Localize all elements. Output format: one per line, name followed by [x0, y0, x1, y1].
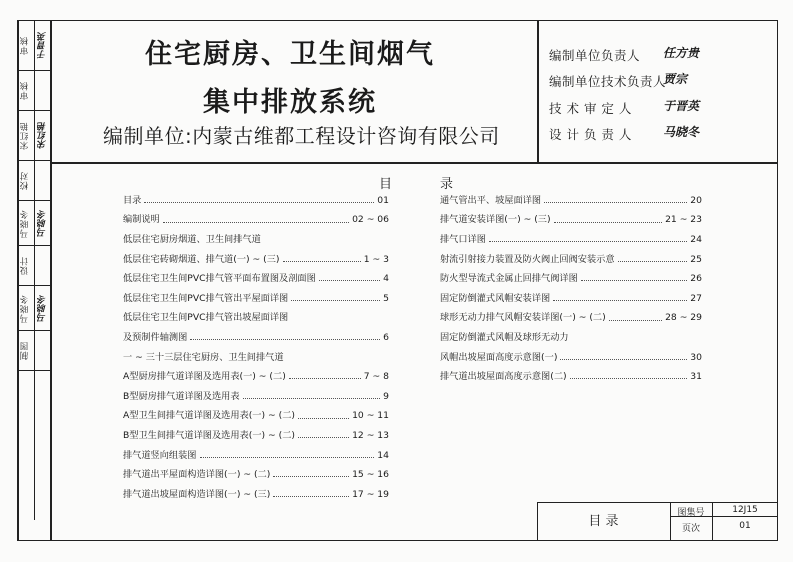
role-signature: 任方贵: [663, 46, 700, 60]
sidebar-signature: 马晓冬: [38, 210, 48, 237]
sidebar-signature: 马晓冬: [38, 295, 48, 322]
toc-entry: [440, 271, 702, 283]
toc-entry-page: 9: [383, 390, 389, 402]
toc-entry: [123, 409, 389, 421]
toc-leader-dots: [291, 300, 380, 301]
toc-entry: [440, 252, 702, 264]
toc-entry-title: 排气口详图: [440, 233, 486, 245]
page-number-label: 页次: [681, 524, 700, 534]
toc-entry-title: A型厨房排气道详图及选用表(一) ~ (二): [123, 371, 286, 383]
titleblock-top: [537, 502, 778, 503]
toc-leader-dots: [243, 398, 381, 399]
toc-entry-page: 20: [690, 194, 702, 206]
sidebar-cell-divider: [17, 70, 50, 71]
toc-leader-dots: [273, 476, 349, 477]
toc-entry: [440, 213, 702, 225]
toc-entry-title: 射流引射接力装置及防火阀止回阀安装示意: [440, 253, 615, 265]
toc-entry: [440, 232, 702, 244]
toc-entry: [440, 291, 702, 303]
page-title-line1: 住宅厨房、卫生间烟气: [145, 39, 435, 70]
toc-leader-dots: [319, 280, 380, 281]
role-signature: 马晓冬: [663, 125, 700, 139]
toc-entry: [440, 193, 702, 205]
toc-entry: [123, 193, 389, 205]
toc-entry-title: 一 ~ 三十三层住宅厨房、卫生间排气道: [123, 351, 284, 363]
atlas-number-label: 图集号: [677, 508, 705, 518]
toc-leader-dots: [190, 339, 380, 340]
toc-entry-title: 排气道出平屋面构造详图(一) ~ (二): [123, 469, 271, 481]
toc-leader-dots: [144, 202, 374, 203]
page-number: 01: [739, 521, 751, 531]
toc-entry-title: 排气道出坡屋面构造详图(一) ~ (三): [123, 488, 271, 500]
toc-entry: [123, 428, 389, 440]
toc-entry-page: 01: [377, 194, 389, 206]
role-label: 技 术 审 定 人: [549, 101, 632, 116]
toc-leader-dots: [560, 359, 687, 360]
header-divider: [50, 162, 778, 164]
sidebar-cell-divider: [17, 245, 50, 246]
toc-entry: [123, 252, 389, 264]
toc-entry: [123, 389, 389, 401]
toc-entry-title: 低层住宅卫生间PVC排气管出坡屋面详图: [123, 312, 289, 324]
sidebar-cell-divider: [17, 200, 50, 201]
toc-leader-dots: [200, 457, 375, 458]
sidebar-label: 设计: [20, 256, 30, 276]
role-signature: 贾宗: [663, 72, 688, 86]
toc-entry: [440, 330, 702, 342]
toc-entry-title: 编制说明: [123, 214, 160, 226]
sidebar-cell-divider: [17, 110, 50, 111]
toc-entry: [123, 271, 389, 283]
toc-entry-title: 排气道安装详图(一) ~ (三): [440, 214, 551, 226]
toc-entry-title: 防火型导流式金属止回排气阀详图: [440, 273, 578, 285]
titleblock-name: 目 录: [588, 514, 619, 529]
toc-entry-title: 球形无动力排气风帽安装详图(一) ~ (二): [440, 312, 606, 324]
sidebar-cell-divider: [17, 370, 50, 371]
toc-heading-right: 录: [440, 177, 454, 192]
toc-entry: [123, 350, 389, 362]
role-label: 设 计 负 责 人: [549, 127, 632, 142]
toc-entry-title: 低层住宅卫生间PVC排气管出平屋面详图: [123, 292, 289, 304]
toc-entry-page: 26: [690, 273, 702, 285]
toc-entry-page: 31: [690, 371, 702, 383]
role-label: 编制单位负责人: [549, 48, 641, 63]
toc-entry-title: 低层住宅卫生间PVC排气管平面布置图及剖面图: [123, 273, 316, 285]
toc-entry: [123, 487, 389, 499]
sidebar-label: 宋红艳: [20, 121, 30, 151]
toc-entry: [123, 311, 389, 323]
toc-leader-dots: [609, 320, 662, 321]
toc-entry-title: 排气道出坡屋面高度示意图(二): [440, 371, 567, 383]
toc-entry-page: 14: [377, 449, 389, 461]
toc-heading-left: 目: [379, 177, 393, 192]
toc-entry-title: 低层住宅砖砌烟道、排气道(一) ~ (三): [123, 253, 280, 265]
toc-entry-page: 1 ~ 3: [363, 253, 389, 265]
header-vertical-divider: [537, 20, 539, 162]
toc-leader-dots: [283, 261, 361, 262]
toc-leader-dots: [553, 300, 687, 301]
toc-entry-title: 及预制件轴测图: [123, 331, 188, 343]
toc-entry-page: 27: [690, 292, 702, 304]
toc-entry-title: 固定防倒灌式风帽及球形无动力: [440, 331, 569, 343]
toc-leader-dots: [273, 496, 349, 497]
sidebar-cell-divider: [17, 330, 50, 331]
toc-entry: [123, 213, 389, 225]
toc-leader-dots: [544, 202, 687, 203]
sidebar-label: 审核: [20, 36, 30, 56]
toc-entry-page: 30: [690, 351, 702, 363]
toc-entry-page: 12 ~ 13: [352, 429, 389, 441]
toc-entry-page: 25: [690, 253, 702, 265]
toc-leader-dots: [581, 280, 687, 281]
toc-entry: [123, 369, 389, 381]
toc-entry-page: 17 ~ 19: [352, 488, 389, 500]
toc-entry-page: 5: [383, 292, 389, 304]
sidebar-label: 审核: [20, 81, 30, 101]
toc-leader-dots: [298, 418, 349, 419]
sidebar-cell-divider: [17, 160, 50, 161]
toc-entry-page: 4: [383, 273, 389, 285]
toc-entry-page: 10 ~ 11: [352, 410, 389, 422]
toc-entry: [123, 330, 389, 342]
sidebar-label: 制图: [20, 341, 30, 361]
toc-leader-dots: [570, 378, 688, 379]
sidebar-divider: [50, 20, 52, 541]
toc-entry-title: 通气管出平、坡屋面详图: [440, 194, 542, 206]
role-label: 编制单位技术负责人: [549, 74, 667, 89]
toc-leader-dots: [489, 241, 687, 242]
organization-name: 编制单位:内蒙古维都工程设计咨询有限公司: [103, 124, 500, 148]
toc-entry-page: 24: [690, 233, 702, 245]
toc-leader-dots: [163, 222, 349, 223]
toc-entry-title: 低层住宅厨房烟道、卫生间排气道: [123, 233, 261, 245]
page-title-line2: 集中排放系统: [203, 87, 377, 118]
toc-leader-dots: [289, 378, 361, 379]
toc-entry-page: 6: [383, 331, 389, 343]
toc-entry: [440, 311, 702, 323]
toc-entry-page: 28 ~ 29: [665, 312, 702, 324]
toc-leader-dots: [618, 261, 688, 262]
toc-entry: [440, 369, 702, 381]
toc-entry-title: B型厨房排气道详图及选用表: [123, 390, 240, 402]
toc-entry-page: 15 ~ 16: [352, 469, 389, 481]
toc-entry-page: 7 ~ 8: [363, 371, 389, 383]
toc-entry-page: 02 ~ 06: [352, 214, 389, 226]
sidebar-label: 校对: [20, 171, 30, 191]
sidebar-label: 马晓冬: [20, 209, 30, 238]
toc-entry-page: 21 ~ 23: [665, 214, 702, 226]
sidebar-label: 马晓冬: [20, 294, 30, 323]
toc-entry: [123, 232, 389, 244]
toc-entry-title: 排气道竖向组装图: [123, 449, 197, 461]
toc-entry: [123, 448, 389, 460]
toc-entry: [123, 291, 389, 303]
toc-entry-title: 风帽出坡屋面高度示意图(一): [440, 351, 558, 363]
role-signature: 于晋英: [663, 99, 700, 113]
toc-entry-title: 目录: [123, 194, 142, 206]
sidebar-signature: 宋红艳: [38, 122, 48, 150]
toc-entry: [123, 467, 389, 479]
toc-entry-title: 固定防倒灌式风帽安装详图: [440, 292, 551, 304]
toc-leader-dots: [554, 222, 663, 223]
atlas-number: 12J15: [732, 505, 758, 515]
sidebar-inner-divider: [34, 20, 35, 520]
toc-entry-title: B型卫生间排气道详图及选用表(一) ~ (二): [123, 429, 295, 441]
toc-entry: [440, 350, 702, 362]
sidebar-cell-divider: [17, 285, 50, 286]
toc-leader-dots: [298, 437, 349, 438]
toc-entry-title: A型卫生间排气道详图及选用表(一) ~ (二): [123, 410, 295, 422]
sidebar-signature: 于晋英: [38, 32, 48, 60]
